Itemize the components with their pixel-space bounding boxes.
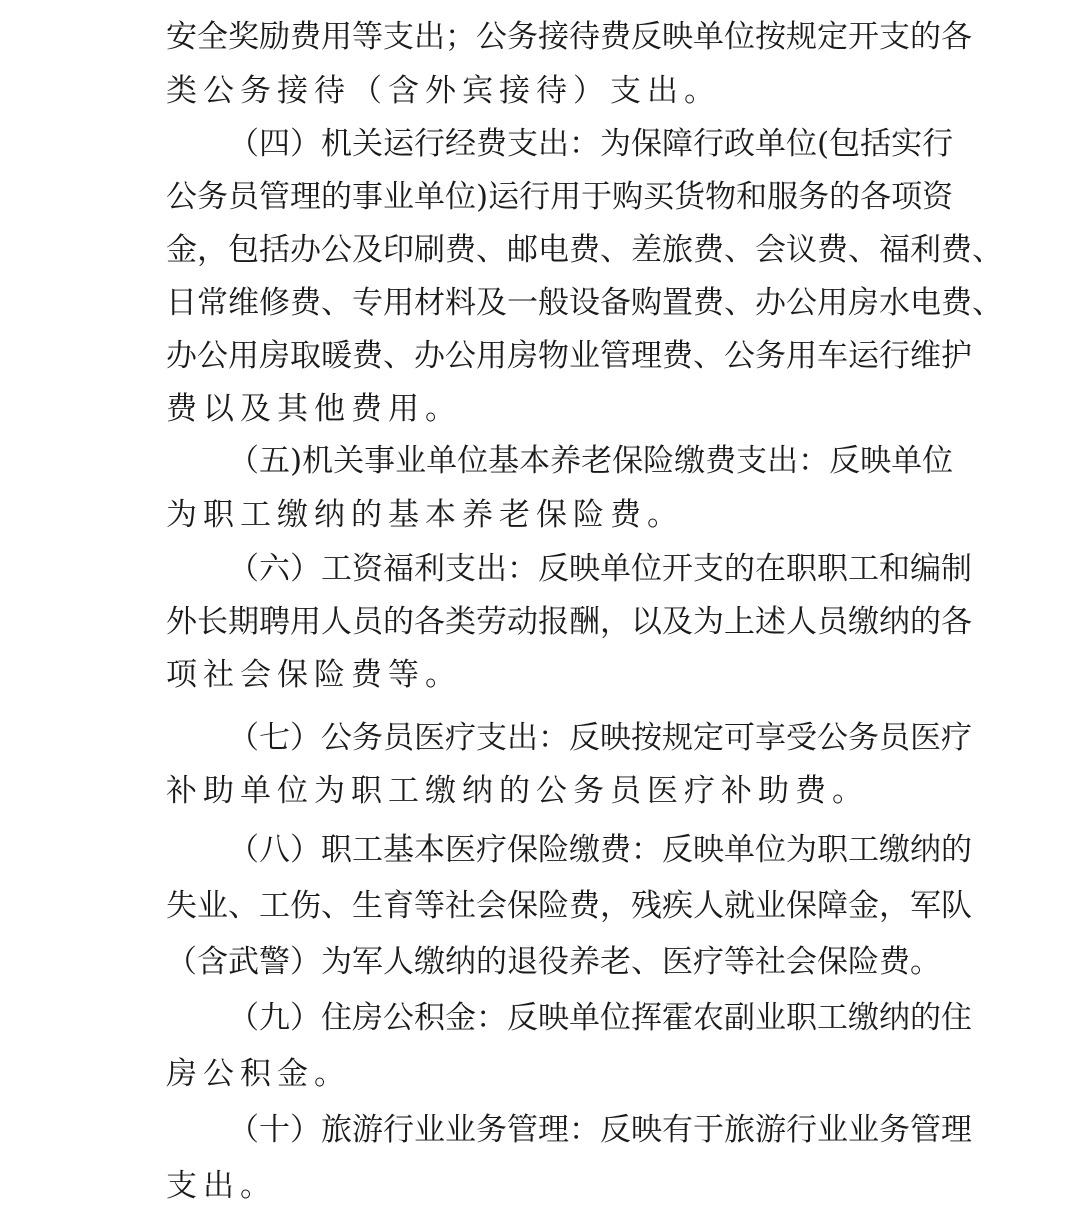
- paragraph-heading-6: （六）工资福利支出：反映单位开支的在职职工和编制: [228, 551, 972, 587]
- paragraph-heading-10: （十）旅游行业业务管理：反映有于旅游行业业务管理: [228, 1112, 972, 1148]
- text-line: 为职工缴纳的基本养老保险费。: [166, 497, 684, 533]
- paragraph-heading-8: （八）职工基本医疗保险缴费：反映单位为职工缴纳的: [228, 832, 972, 868]
- paragraph-heading-7: （七）公务员医疗支出：反映按规定可享受公务员医疗: [228, 720, 972, 756]
- text-line: 金，包括办公及印刷费、邮电费、差旅费、会议费、福利费、: [166, 232, 1003, 268]
- paragraph-heading-4: （四）机关运行经费支出：为保障行政单位(包括实行: [228, 126, 954, 162]
- text-line: 类公务接待（含外宾接待）支出。: [166, 73, 721, 109]
- text-line: 费以及其他费用。: [166, 391, 462, 427]
- text-line: 项社会保险费等。: [166, 657, 462, 693]
- text-line: 失业、工伤、生育等社会保险费，残疾人就业保障金，军队: [166, 888, 972, 924]
- text-line: 办公用房取暖费、办公用房物业管理费、公务用车运行维护: [166, 338, 972, 374]
- paragraph-heading-9: （九）住房公积金：反映单位挥霍农副业职工缴纳的住: [228, 1000, 972, 1036]
- text-line: 支出。: [166, 1168, 277, 1204]
- text-line: （含武警）为军人缴纳的退役养老、医疗等社会保险费。: [166, 944, 941, 980]
- text-line: 日常维修费、专用材料及一般设备购置费、办公用房水电费、: [166, 285, 1003, 321]
- text-line: 房公积金。: [166, 1056, 351, 1092]
- paragraph-heading-5: （五)机关事业单位基本养老保险缴费支出：反映单位: [228, 443, 954, 479]
- text-line: 公务员管理的事业单位)运行用于购买货物和服务的各项资: [166, 179, 954, 215]
- text-line: 安全奖励费用等支出；公务接待费反映单位按规定开支的各: [166, 19, 972, 55]
- text-line: 补助单位为职工缴纳的公务员医疗补助费。: [166, 773, 869, 809]
- text-line: 外长期聘用人员的各类劳动报酬，以及为上述人员缴纳的各: [166, 604, 972, 640]
